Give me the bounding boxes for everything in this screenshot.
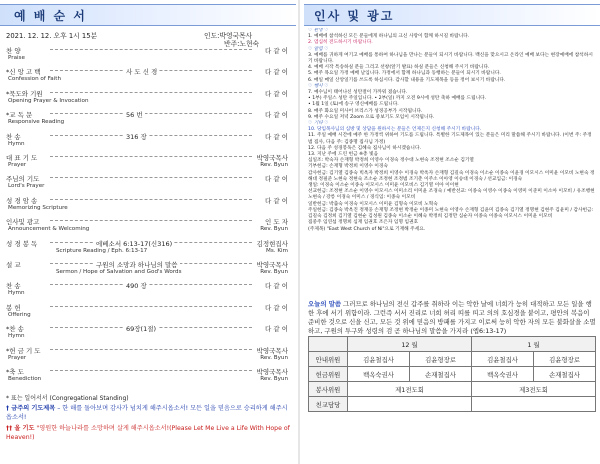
month-header: 1 월: [472, 337, 596, 352]
order-row: [6, 239, 288, 261]
order-item-leader-en: Rev. Byun: [260, 354, 288, 361]
order-item-detail: 구원의 소망과 하나님의 말씀: [96, 261, 178, 269]
order-item-leader: 다 같 이: [265, 47, 288, 55]
order-item-leader: 다 같 이: [265, 89, 288, 98]
leader-dots: [50, 113, 252, 114]
page-divider: [298, 0, 300, 464]
order-item-detail: 69장(1절): [126, 325, 157, 334]
duty-cell: 손재철집사: [410, 367, 472, 382]
announcements-panel: [304, 0, 600, 464]
duty-table-corner: [309, 337, 348, 352]
duty-cell: 백옥숙권사: [472, 367, 534, 382]
order-row: [6, 217, 288, 239]
order-item-detail: 사 도 신 경: [126, 68, 158, 77]
duty-cell: 김윤형장로: [534, 352, 596, 367]
order-item-leader: 박영국목사: [256, 346, 288, 355]
leader-dots: [50, 156, 252, 157]
order-item-leader: 김정현집사: [256, 239, 288, 248]
duty-role: 헌금위원: [309, 367, 348, 382]
announcement-item: 12. 다음 주 성경봉독은 김혜숙 집사님이 하시겠습니다.: [308, 145, 421, 151]
order-item-leader: 다 같 이: [265, 111, 288, 120]
duty-cell: 김윤철집사: [472, 352, 534, 367]
duty-row: [309, 367, 596, 382]
order-item-ko: *신 앙 고 백: [6, 68, 41, 77]
announcement-item: 생일: 이경숙 이소순 이종숙 이모시스 이미윤 이모비스 김기열 이아 이이현: [308, 183, 459, 189]
order-item-en: Announcement & Welcoming: [8, 226, 90, 233]
leader-dots: [50, 49, 252, 50]
worship-order-header: [0, 4, 296, 26]
order-item-ko: *교 독 문: [6, 111, 33, 120]
announcement-item: 7. 예수님이 태어나신 성탄절이 가까워 졌습니다.: [308, 90, 408, 96]
order-item-detail: 에베소서 6:13-17(신316): [96, 239, 173, 248]
order-row: [6, 260, 288, 282]
announcement-item: (주제목) "East West Church of Ni"으로 기재해 주세요.: [308, 226, 426, 232]
duty-role: 봉사위원: [309, 382, 348, 397]
order-item-ko: 성 경 암 송: [6, 196, 38, 205]
order-row: [6, 110, 288, 132]
weekly-prayer-text: – 한 해를 돌아보며 감사가 넘치게 해주시옵소서! 모든 일을 믿음으로 승리하게 해주시옵소서!: [6, 405, 288, 421]
duty-table-header: [309, 337, 596, 352]
announcement-item: 주일헌금: 김종숙 박옥진 정재웅 손재형 조정현 박정순 이종미 노현숙 이영수 손재형 김윤미 김종숙 김기열 정명현 김현주 김윤미 / 감사헌금: 김길숙 김정희 김기열 김현순 김성원 김종숙 이소순 이혜숙 박정희 김정만 심순자 이종숙 이종숙 이모시스 이미윤 이모비: [308, 207, 594, 220]
order-item-en: Offering: [8, 311, 31, 318]
order-item-en: Lord's Prayer: [8, 183, 45, 190]
year-prayer-text: "영원한 하늘나라를 소망하며 살게 해주시옵소서!(Please Let Me Live a Life With Hope of Heaven!): [6, 425, 290, 441]
leader-dots: [50, 199, 252, 200]
order-item-leader: 다 같 이: [265, 196, 288, 205]
order-item-ko: 설 교: [6, 261, 21, 269]
announcement-item: 8. 매주 화요일 미사어 브리스가 성경공부가 시작됩니다.: [308, 108, 423, 114]
duty-cell: [472, 397, 596, 412]
announcement-item: 집중주 임연섭 정명희 심재 임권호 조은자 임명 임권호: [308, 220, 419, 226]
announcement-item: 2. 염심히 전도하시기 바랍니다.: [308, 40, 373, 46]
todays-word-ref: (엡6:13-17): [468, 327, 507, 335]
order-item-ko: 찬 양: [6, 47, 21, 55]
order-row: [6, 132, 288, 154]
order-item-detail: 56 번: [126, 111, 143, 120]
duty-role: 안내위원: [309, 352, 348, 367]
order-item-en: Scripture Reading / Eph. 6:13-17: [56, 247, 148, 254]
weekly-prayer-label: † 금주의 기도제목: [6, 405, 56, 412]
order-item-ko: 찬 송: [6, 132, 21, 141]
leader-dots: [50, 349, 252, 350]
accompanist: 반주:노현숙: [224, 40, 260, 48]
announcement-item: 4. 예배 시작 특송하실 분들 그리고 선창(앞기 발표) 하실 분들은 신청해 주시기 바랍니다.: [308, 65, 490, 71]
order-item-ko: *찬 송: [6, 325, 24, 334]
order-item-leader: 박영국목사: [256, 261, 288, 269]
announcement-item: 3. 예배를 귀하게 여기고 예배를 통하여 하나님을 만나는 분들이 되시기 바랍니다. 백신을 맞으시고 온라인 예배 보다는 현장예배에 참석하시기 바랍니다.: [308, 52, 593, 65]
order-row: [6, 67, 288, 89]
announcements-header: [304, 4, 600, 26]
announcement-item: 선교헌금: 조정현 조소순 이영수 이모시스 이미소리 이미윤 조경숙 / 예반선교: 이종숙 이영수 이종숙 이영미 이준미 이소아 이모비 / 유조행현 노현숙 / 강릉 이경숙 이미스 / 경식임: 이종숙 이모비: [308, 189, 595, 201]
order-item-leader-en: Rev. Byun: [260, 269, 288, 275]
announcement-item: 11. 주일 예배 시간에 예주 한 가정씩 위하여 기도를 드립니다. 특별한 기도제목이 있는 분들은 미리 말씀해 주시기 바랍니다. (이번 주: 주정범 집사, 다음 주: 김종명 집사님 가정): [308, 133, 592, 145]
leader-dots: [50, 92, 252, 93]
weekly-prayer: [6, 404, 290, 422]
order-item-leader: 다 같 이: [265, 303, 288, 312]
order-item-en: Hymn: [8, 140, 25, 147]
duty-cell: 김윤철집사: [348, 352, 410, 367]
duty-role: 친교담당: [309, 397, 348, 412]
order-row: [6, 324, 288, 346]
worship-order-title: 예 배 순 서: [14, 9, 87, 23]
order-item-ko: 성 경 봉 독: [6, 239, 38, 248]
order-item-en: Praise: [8, 55, 25, 61]
leader-dots: [50, 177, 252, 178]
order-item-en: Confession of Faith: [8, 76, 62, 83]
announcement-item: 10. 당임목사님의 심방 및 상담을 원하시는 분들은 언제든지 신청해 주시기 바랍니다.: [308, 127, 482, 133]
order-row: [6, 346, 288, 368]
order-item-ko: 주님의 기도: [6, 175, 40, 184]
announcement-item: 감사헌금: 김기열 김종숙 빅옥자 박정희 이영수 이경숙 박옥자 손재형 김길숙 이경숙 이소순 이종숙 이윤경 이모시스 이미윤 이모비 노현숙 정해대 정필준 노현숙 정현숙 조소순 조정현 조정범 조기춘 이주소 이아영 이승대 이경숙 / 선교입금: 이경숙: [308, 170, 595, 182]
announcement-item: • 1월 1일 (토)에 송구 영신예배를 드립니다.: [308, 102, 399, 108]
month-header: 12 월: [348, 337, 472, 352]
order-row: [6, 153, 288, 175]
order-item-en: Sermon / Hope of Salvation and God's Words: [56, 269, 182, 275]
order-item-en: Responsive Reading: [8, 119, 65, 126]
duty-cell: 제1전도회: [348, 382, 472, 397]
announcement-item: 기부헌금: 손재형 박정희 이영수 이경숙: [308, 164, 388, 170]
duty-cell: 제3전도회: [472, 382, 596, 397]
order-item-ko: 찬 송: [6, 282, 21, 291]
order-item-leader: 다 같 이: [265, 132, 288, 141]
leader-name: 박영국목사: [219, 32, 253, 40]
leader-label: 인도:: [204, 32, 220, 40]
leader-dots: [50, 135, 252, 136]
leader-dots: [50, 370, 252, 371]
order-item-leader-en: Rev. Byun: [260, 162, 288, 168]
order-item-ko: *축 도: [6, 368, 24, 376]
announcement-item: • 1부) 주일스 성탄 주일입니다. • 2부(일) 까지 오전 9시에 성탄 축하 예배를 드립니다.: [308, 96, 487, 102]
order-row: [6, 196, 288, 218]
order-item-detail: 490 장: [126, 282, 147, 291]
announcement-section-heading: ♡ 알림 ♡: [308, 46, 329, 52]
todays-word-label: 오늘의 말씀: [308, 300, 342, 308]
announcement-section-heading: ♡ 기타 ♡: [308, 121, 329, 127]
order-item-en: Benediction: [8, 376, 42, 382]
order-item-ko: *헌 금 기 도: [6, 346, 41, 355]
worship-order-panel: [0, 0, 296, 464]
order-item-leader: 다 같 이: [265, 68, 288, 77]
leader-dots: [50, 306, 252, 307]
order-item-en: Hymn: [8, 290, 25, 297]
order-row: [6, 303, 288, 325]
order-row: [6, 46, 288, 68]
announcement-item: 6. 매일 매일 산앙일기를 쓰도록 하십시다. 감사할 내용을 기도제목을 등을 정어 보시기 바랍니다.: [308, 77, 506, 83]
announcements-title: 인사 및 광고: [314, 9, 395, 23]
order-item-leader: 박영국목사: [256, 368, 288, 376]
announcement-item: 1. 예배에 참석하신 모든 분들에게 하나님의 크신 사랑이 함께 하시길 바랍니다.: [308, 34, 470, 40]
order-item-en: Memorizing Scripture: [8, 204, 68, 211]
order-row: [6, 89, 288, 111]
duty-row: [309, 397, 596, 412]
year-prayer: [6, 424, 290, 442]
duty-cell: 백옥숙권사: [348, 367, 410, 382]
order-item-ko: 봉 헌: [6, 303, 21, 312]
leader-dots: [50, 284, 252, 285]
order-item-en: Prayer: [8, 354, 27, 361]
announcement-list: [308, 28, 596, 286]
order-item-leader-en: Ms. Kim: [266, 247, 288, 254]
duty-row: [309, 352, 596, 367]
duty-table: [308, 336, 596, 412]
todays-word: [308, 300, 596, 336]
todays-word-text: 그러므로 하나님의 전신 갑주를 취하라 이는 악한 날에 너희가 능히 대적하고 모든 일을 행한 후에 서기 위함이라. 그런즉 서서 진리로 너희 허리 띠를 띠고 의의 호심경을 붙이고, 평안의 복음이 준비한 것으로 신을 신고, 모든 것 위에 믿음의 방패를 가지고 이로써 능히 악한 자의 모든 불화살을 소멸하고, 구원의 투구와 성령의 검 곧 하나님의 말씀을 가지라: [308, 300, 596, 335]
announcement-item: 5. 매주 목요일 가정 예배 날입니다. 가정에서 함께 하나님과 동행하는 분들이 되시기 바랍니다.: [308, 71, 501, 77]
order-item-ko: 대 표 기 도: [6, 154, 38, 162]
order-item-leader-en: Rev. Byun: [260, 376, 288, 382]
order-item-leader-en: Rev. Byun: [260, 226, 288, 233]
order-item-leader: 다 같 이: [265, 325, 288, 334]
announcement-item: 십일조: 박숙자 손재형 박정희 이영수 이경숙 정수대 노현숙 조정현 조소순 김기열: [308, 158, 474, 164]
order-item-en: Prayer: [8, 162, 27, 168]
standing-note: * 표는 일어서서 (Congregational Standing): [6, 395, 129, 402]
duty-cell: 손재철집사: [534, 367, 596, 382]
year-prayer-label: †† 올 기도: [6, 425, 35, 432]
order-item-leader: 다 같 이: [265, 175, 288, 184]
service-date: 2021. 12. 12. 오후 1시 15분: [6, 32, 98, 40]
order-item-detail: 316 장: [126, 132, 147, 141]
order-row: [6, 367, 288, 389]
order-row: [6, 281, 288, 303]
order-item-en: Opening Prayer & Invocation: [8, 97, 89, 104]
duty-cell: [348, 397, 472, 412]
order-item-ko: 인사및 광고: [6, 218, 40, 227]
order-item-ko: *묵도와 기원: [6, 89, 43, 98]
duty-cell: 김윤형장로: [410, 352, 472, 367]
announcement-section-heading: ♡ 행사 ♡: [308, 83, 329, 89]
order-item-leader: 다 같 이: [265, 282, 288, 291]
announcement-item: 9. 매주 수요일 저녁 Zoom 으로 중보기도 모임이 시작됩니다.: [308, 114, 435, 120]
announcement-item: 일반헌금: 박출숙 이경숙 이모시스 이미윤 김형숙 이모비 노혁숙: [308, 201, 438, 207]
order-item-leader: 박영국목사: [256, 154, 288, 162]
order-item-en: Hymn: [8, 333, 25, 340]
announcement-section-heading: ♡ 환영 ♡: [308, 28, 329, 33]
duty-row: [309, 382, 596, 397]
order-item-leader: 인 도 자: [265, 218, 288, 227]
leader-dots: [50, 220, 252, 221]
order-row: [6, 174, 288, 196]
announcement-item: 13. 지난 주에 드린 헌금 ※총 빛음: [308, 152, 379, 158]
